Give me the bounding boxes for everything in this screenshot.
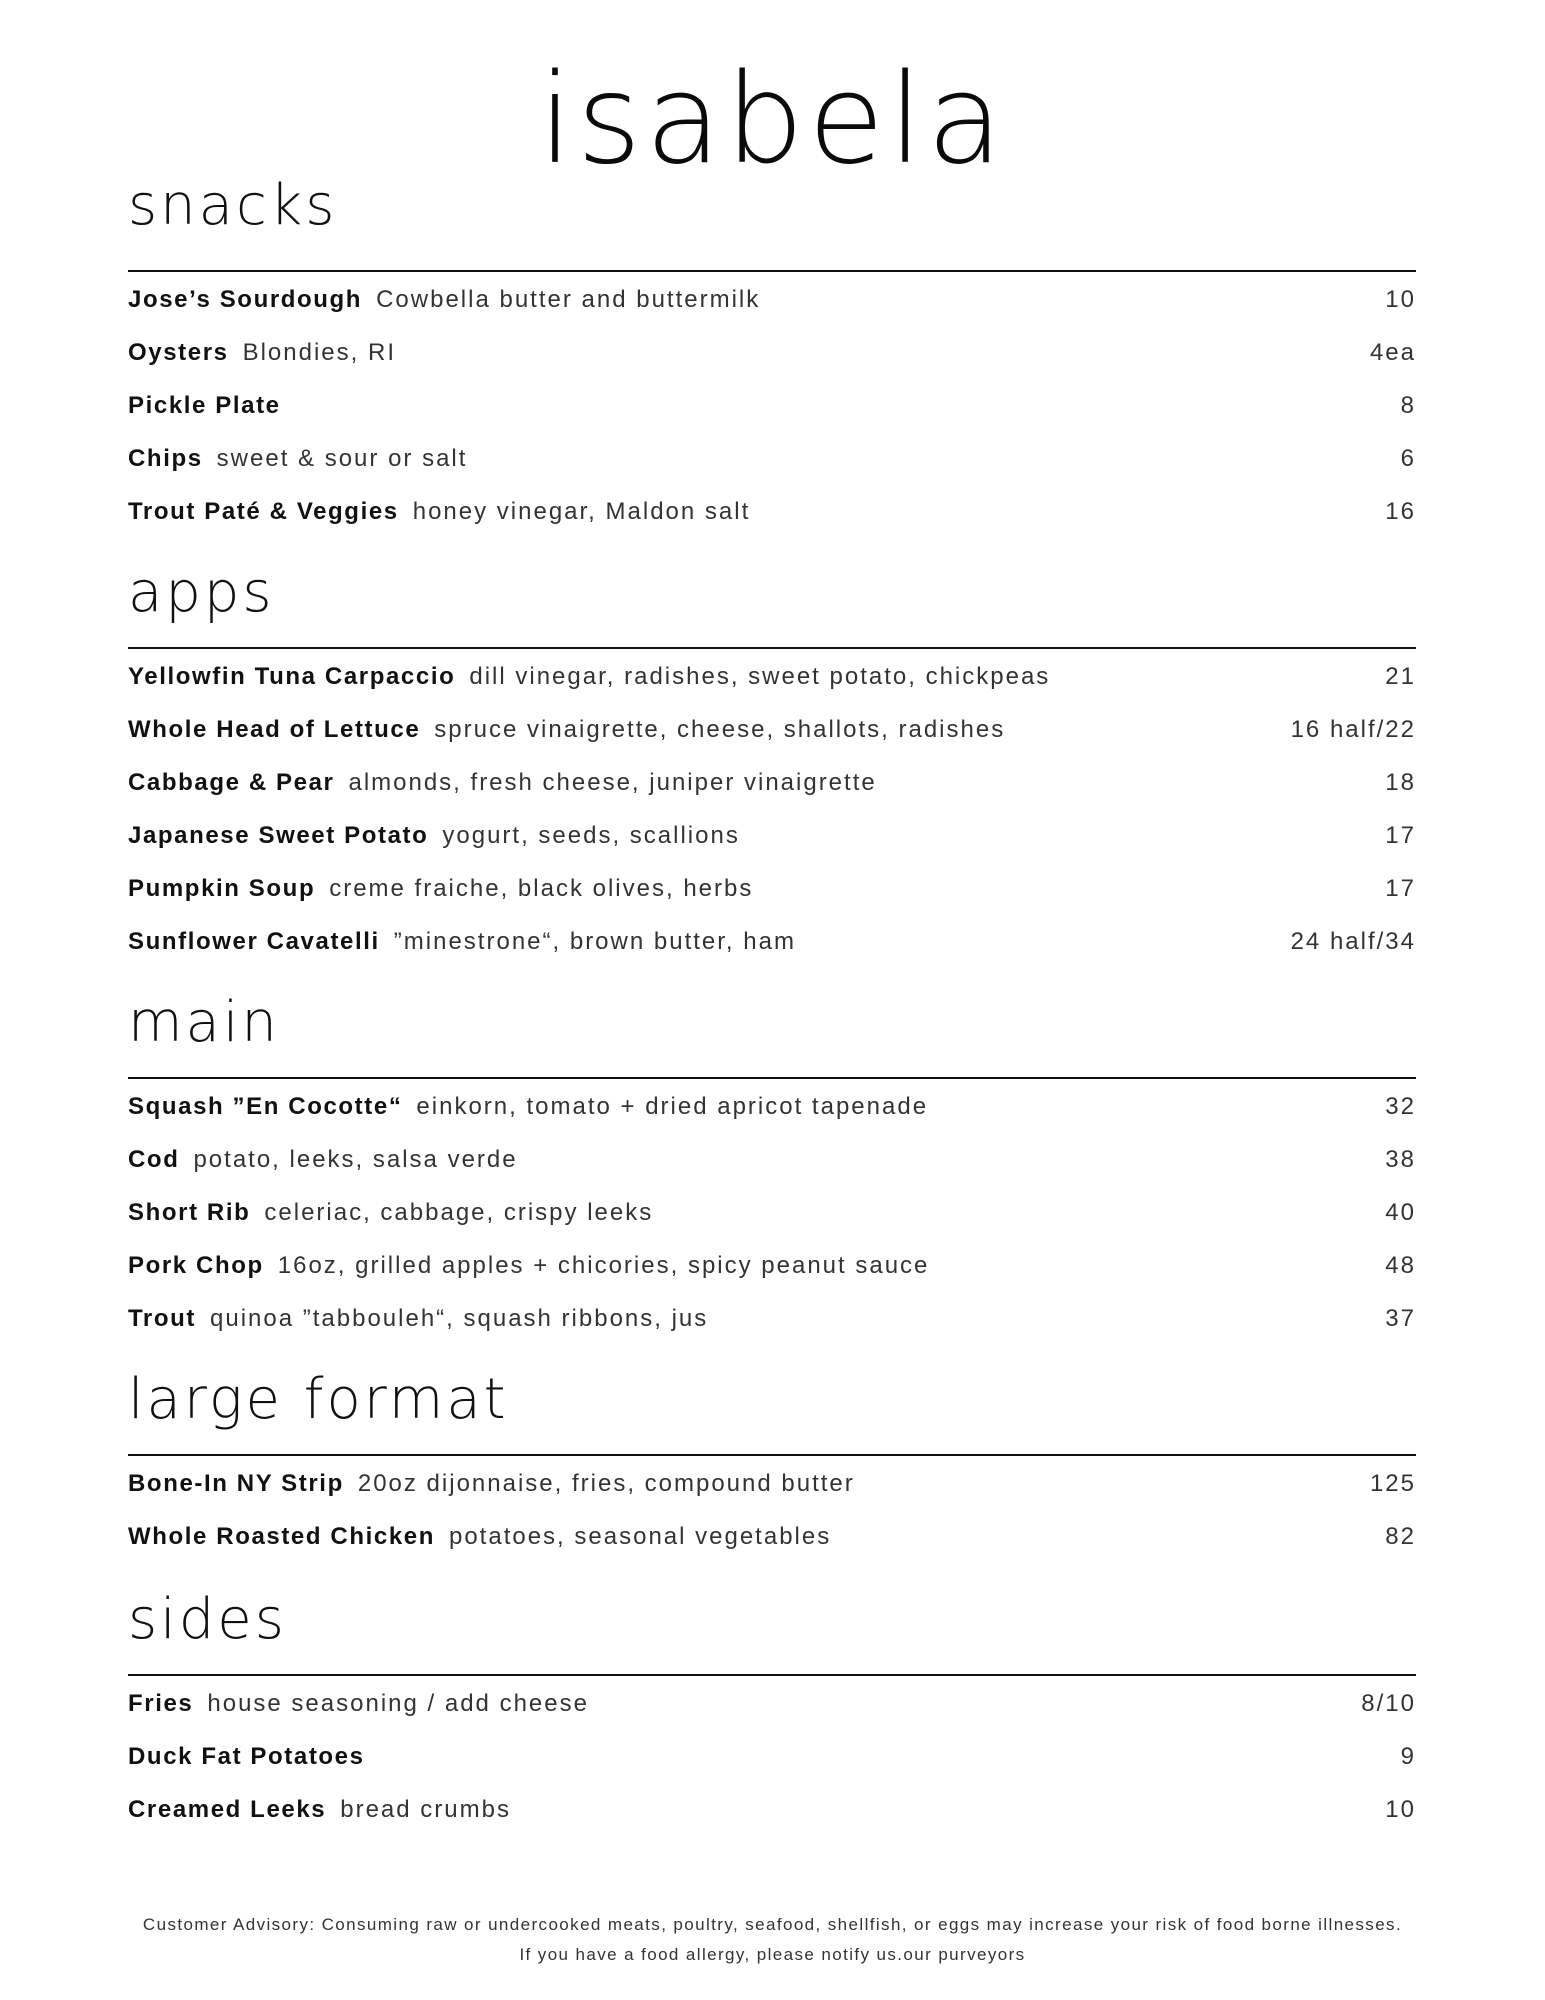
item-name: Chips (128, 445, 203, 472)
item-price: 8 (1400, 392, 1416, 419)
item-description: bread crumbs (340, 1796, 511, 1823)
item-description: dill vinegar, radishes, sweet potato, chickpeas (469, 663, 1051, 690)
menu-item (128, 498, 1416, 551)
item-name: Squash ”En Cocotte“ (128, 1093, 403, 1120)
customer-advisory (0, 1910, 1545, 1970)
menu-item (128, 445, 1416, 498)
item-description: yogurt, seeds, scallions (442, 822, 740, 849)
item-description: potato, leeks, salsa verde (193, 1146, 518, 1173)
item-price: 4ea (1369, 339, 1416, 366)
section-title: sides (128, 1587, 287, 1652)
menu-item (128, 1199, 1416, 1252)
menu-item (128, 1470, 1416, 1523)
item-description: Blondies, RI (242, 339, 396, 366)
menu-item (128, 1093, 1416, 1146)
item-price: 48 (1385, 1252, 1416, 1279)
section-main (128, 990, 1416, 1358)
section-divider (128, 270, 1416, 272)
item-price: 125 (1369, 1470, 1416, 1497)
menu-item (128, 716, 1416, 769)
section-title: main (128, 990, 280, 1055)
menu-item (128, 1743, 1416, 1796)
item-description: sweet & sour or salt (216, 445, 468, 472)
item-description: almonds, fresh cheese, juniper vinaigrette (348, 769, 877, 796)
menu-item (128, 1305, 1416, 1358)
section-divider (128, 1454, 1416, 1456)
item-price: 8/10 (1361, 1690, 1416, 1717)
menu-item (128, 286, 1416, 339)
section-sides (128, 1587, 1416, 1849)
item-description: spruce vinaigrette, cheese, shallots, radishes (434, 716, 1006, 743)
item-description: einkorn, tomato + dried apricot tapenade (416, 1093, 929, 1120)
item-name: Whole Head of Lettuce (128, 716, 421, 743)
item-price: 24 half/34 (1290, 928, 1416, 955)
item-name: Fries (128, 1690, 194, 1717)
item-price: 9 (1400, 1743, 1416, 1770)
section-title: apps (128, 560, 275, 625)
item-description: 20oz dijonnaise, fries, compound butter (357, 1470, 855, 1497)
item-name: Oysters (128, 339, 229, 366)
menu-item-list (128, 286, 1416, 551)
section-snacks (128, 173, 1416, 551)
item-price: 16 half/22 (1290, 716, 1416, 743)
item-description: 16oz, grilled apples + chicories, spicy peanut sauce (277, 1252, 930, 1279)
item-description: celeriac, cabbage, crispy leeks (264, 1199, 654, 1226)
item-name: Short Rib (128, 1199, 251, 1226)
item-description: quinoa ”tabbouleh“, squash ribbons, jus (210, 1305, 709, 1332)
item-description: Cowbella butter and buttermilk (376, 286, 761, 313)
menu-item-list (128, 1093, 1416, 1358)
section-divider (128, 647, 1416, 649)
item-description: creme fraiche, black olives, herbs (329, 875, 754, 902)
item-price: 16 (1385, 498, 1416, 525)
item-price: 37 (1385, 1305, 1416, 1332)
item-name: Duck Fat Potatoes (128, 1743, 365, 1770)
item-price: 10 (1385, 1796, 1416, 1823)
item-name: Jose’s Sourdough (128, 286, 363, 313)
advisory-line: Customer Advisory: Consuming raw or undercooked meats, poultry, seafood, shellfish, or eggs may increase your risk of food borne illnesses. (142, 1915, 1403, 1934)
item-price: 18 (1385, 769, 1416, 796)
item-name: Japanese Sweet Potato (128, 822, 429, 849)
item-price: 38 (1385, 1146, 1416, 1173)
item-name: Pickle Plate (128, 392, 281, 419)
section-large-format (128, 1367, 1416, 1576)
item-description: honey vinegar, Maldon salt (412, 498, 751, 525)
item-description: ”minestrone“, brown butter, ham (393, 928, 796, 955)
item-price: 6 (1400, 445, 1416, 472)
item-name: Bone-In NY Strip (128, 1470, 344, 1497)
menu-item-list (128, 663, 1416, 981)
item-name: Pumpkin Soup (128, 875, 316, 902)
menu-item (128, 928, 1416, 981)
item-name: Yellowfin Tuna Carpaccio (128, 663, 456, 690)
section-title: snacks (128, 173, 338, 238)
menu-item (128, 339, 1416, 392)
item-price: 17 (1385, 822, 1416, 849)
item-price: 40 (1385, 1199, 1416, 1226)
section-title: large format (128, 1367, 509, 1432)
item-name: Cod (128, 1146, 180, 1173)
item-name: Sunflower Cavatelli (128, 928, 380, 955)
menu-item (128, 769, 1416, 822)
menu-item (128, 822, 1416, 875)
item-name: Cabbage & Pear (128, 769, 335, 796)
section-apps (128, 560, 1416, 981)
item-name: Whole Roasted Chicken (128, 1523, 435, 1550)
section-divider (128, 1674, 1416, 1676)
menu-item (128, 1252, 1416, 1305)
item-description: house seasoning / add cheese (207, 1690, 589, 1717)
item-price: 10 (1385, 286, 1416, 313)
item-description: potatoes, seasonal vegetables (448, 1523, 832, 1550)
menu-item (128, 1523, 1416, 1576)
item-price: 21 (1385, 663, 1416, 690)
item-name: Trout (128, 1305, 196, 1332)
menu-item-list (128, 1690, 1416, 1849)
menu-item (128, 1690, 1416, 1743)
menu-item (128, 392, 1416, 445)
item-name: Trout Paté & Veggies (128, 498, 399, 525)
item-name: Creamed Leeks (128, 1796, 327, 1823)
restaurant-logo: isabela (538, 48, 1007, 192)
menu-item (128, 875, 1416, 928)
menu-item (128, 1146, 1416, 1199)
menu-item-list (128, 1470, 1416, 1576)
item-price: 17 (1385, 875, 1416, 902)
section-divider (128, 1077, 1416, 1079)
item-price: 32 (1385, 1093, 1416, 1120)
allergy-line: If you have a food allergy, please notify us.our purveyors (519, 1945, 1026, 1964)
menu-item (128, 1796, 1416, 1849)
item-name: Pork Chop (128, 1252, 264, 1279)
menu-item (128, 663, 1416, 716)
item-price: 82 (1385, 1523, 1416, 1550)
